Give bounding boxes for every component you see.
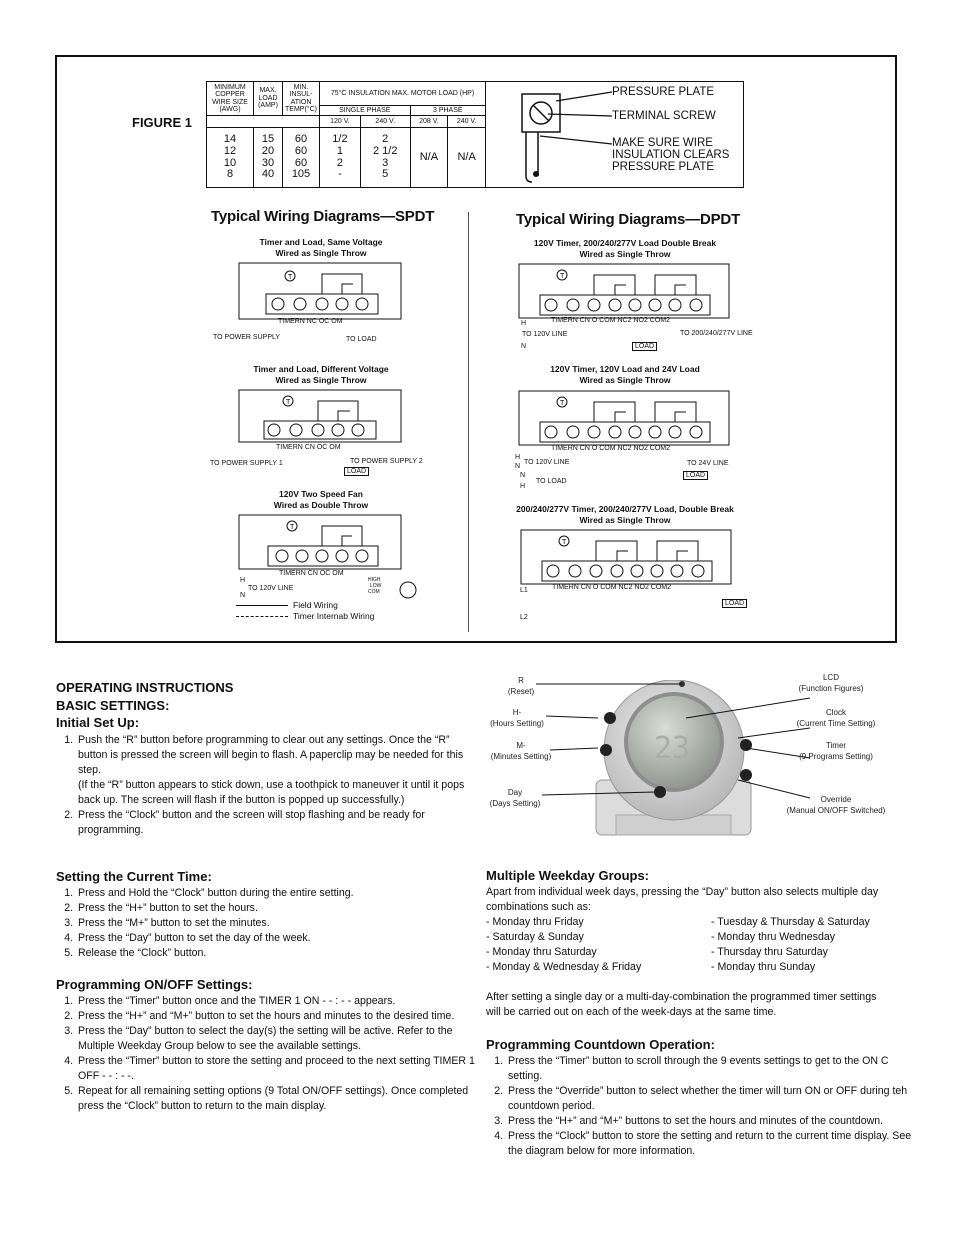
label-lcd: LCD (Function Figures) xyxy=(798,673,864,693)
dpdt-d3-diagram xyxy=(520,529,732,585)
label-day: Day (Days Setting) xyxy=(489,788,541,808)
dpdt-d2-toload: TO LOAD xyxy=(536,478,567,485)
spdt-d2-left: TO POWER SUPPLY 1 xyxy=(210,460,283,467)
label-reset: R (Reset) xyxy=(507,676,535,696)
label-terminal-screw: TERMINAL SCREW xyxy=(612,110,716,122)
onoff-title: Programming ON/OFF Settings: xyxy=(56,977,253,992)
dpdt-d2-terms: TIMERN CN O COM NC2 NO2 COM2 xyxy=(551,445,671,452)
weekday-title: Multiple Weekday Groups: xyxy=(486,868,650,883)
initial-step-1: 1. Push the “R” button before programming to clear out any settings. Once the “R” button is pressed the screen will begin to flash. A paperclip may be needed for this step. (If the “R” button appears to stick down, use a toothpick to maneuver it until it pops back up. The screen will flash if the button is popped up successfully.) xyxy=(76,733,476,808)
dpdt-d2-diagram xyxy=(518,390,730,446)
svg-text:T: T xyxy=(286,399,291,406)
legend-internal-line xyxy=(236,616,288,617)
dpdt-d3-load: LOAD xyxy=(722,599,747,608)
spdt-d3-h: H xyxy=(240,577,246,584)
dpdt-d1-terms: TIMERN CN O COM NC2 NO2 COM2 xyxy=(551,317,671,324)
label-minutes: M- (Minutes Setting) xyxy=(490,741,552,761)
weekday-combos-left: - Monday thru Friday - Saturday & Sunday - Monday thru Saturday - Monday & Wednesday & Friday xyxy=(486,916,642,973)
spdt-d2-diagram xyxy=(238,389,402,443)
svg-text:T: T xyxy=(560,400,565,407)
spdt-d3-terms: TIMERN CN OC OM xyxy=(279,570,344,577)
col-240-na: N/A xyxy=(448,128,486,188)
column-divider xyxy=(468,212,469,632)
svg-text:23: 23 xyxy=(654,731,691,766)
spdt-d1-title: Timer and Load, Same Voltage Wired as Single Throw xyxy=(259,237,383,259)
label-pressure-plate: PRESSURE PLATE xyxy=(612,86,715,98)
th-single-phase: SINGLE PHASE xyxy=(320,106,411,116)
spdt-d3-title: 120V Two Speed Fan Wired as Double Throw xyxy=(273,489,369,511)
weekday-combos-right: - Tuesday & Thursday & Saturday - Monday thru Wednesday - Thursday thru Saturday - Monday thru Sunday xyxy=(711,916,870,973)
th-insul: MIN. INSUL- ATION TEMP(°C) xyxy=(283,82,320,116)
countdown-steps: 1. Press the “Timer” button to scroll through the 9 events settings to get to the ON C setting. 2. Press the “Override” button to select whether the timer will turn ON or OFF during teh countdown period. 3. Press the “H+” and “M+” buttons to set the hours and minutes of the countdown. 4. Press the “Clock” button to store the setting and return to the current time display. See the diagram below for more information. xyxy=(486,1054,916,1159)
svg-text:T: T xyxy=(290,524,295,531)
th-wire: MINIMUM COPPER WIRE SIZE (AWG) xyxy=(207,82,254,116)
col-208-na: N/A xyxy=(410,128,448,188)
spdt-d1-left: TO POWER SUPPLY xyxy=(213,334,281,341)
spdt-d3-line: TO 120V LINE xyxy=(248,585,294,592)
onoff-steps: 1. Press the “Timer” button once and the TIMER 1 ON - - : - - appears. 2. Press the “H+” and “M+” button to set the hours and minutes to the desired time. 3. Press the “Day” button to select the day(s) the setting will be active. Refer to the Multiple Weekday Group below to see the available settings. 4. Press the “Timer” button to store the setting and proceed to the next setting TIMER 1 OFF - - : - -. 5. Repeat for all remaining setting options (9 Total ON/OFF settings). Once completed press the “Clock” button to return to the main display. xyxy=(56,994,476,1114)
svg-text:T: T xyxy=(288,274,293,281)
spdt-title: Typical Wiring Diagrams—SPDT xyxy=(211,208,435,225)
legend-field-line xyxy=(236,605,288,606)
col-load: 15 20 30 40 xyxy=(254,128,283,188)
dpdt-d3-l1: L1 xyxy=(520,587,528,594)
weekday-after: After setting a single day or a multi-day-combination the programmed timer settings will be carried out on each of the week-days at the same time. xyxy=(486,991,877,1018)
dpdt-d3-terms: TIMERN CN O COM NC2 NO2 COM2 xyxy=(552,584,672,591)
col-wire: 14 12 10 8 xyxy=(207,128,254,188)
figure-label: FIGURE 1 xyxy=(132,115,192,130)
label-clock: Clock (Current Time Setting) xyxy=(796,708,876,728)
initial-step-2: 2. Press the “Clock” button and the screen will stop flashing and be ready for programming. xyxy=(76,808,476,838)
spdt-d2-load: LOAD xyxy=(344,467,369,476)
spdt-d3-n: N xyxy=(240,592,246,599)
weekday-intro: Apart from individual week days, pressing the “Day” button also selects multiple day combinations such as: xyxy=(486,886,879,913)
dpdt-d2-right: TO 24V LINE xyxy=(687,460,729,467)
terminal-screw-illustration xyxy=(512,86,622,186)
label-hours: H- (Hours Setting) xyxy=(490,708,544,728)
spdt-d2-right: TO POWER SUPPLY 2 xyxy=(350,458,423,465)
spdt-d3-low: LOW xyxy=(370,583,382,589)
time-title: Setting the Current Time: xyxy=(56,869,212,884)
dpdt-d2-left: TO 120V LINE xyxy=(524,459,570,466)
dpdt-d2-h2: H xyxy=(520,483,526,490)
dpdt-d1-title: 120V Timer, 200/240/277V Load Double Break Wired as Single Throw xyxy=(533,238,717,260)
dpdt-d3-title: 200/240/277V Timer, 200/240/277V Load, Double Break Wired as Single Throw xyxy=(516,504,734,526)
countdown-title: Programming Countdown Operation: xyxy=(486,1037,715,1052)
dpdt-d1-h: H xyxy=(521,320,527,327)
spdt-d3-high: HIGH xyxy=(368,577,381,583)
col-temp: 60 60 60 105 xyxy=(283,128,320,188)
initial-steps xyxy=(56,733,476,838)
th-240v-b: 240 V. xyxy=(448,116,486,128)
th-load: MAX. LOAD (AMP) xyxy=(254,82,283,116)
time-steps: 1. Press and Hold the “Clock” button during the entire setting. 2. Press the “H+” button to set the hours. 3. Press the “M+” button to set the minutes. 4. Press the “Day” button to set the day of the week. 5. Release the “Clock” button. xyxy=(56,886,476,961)
th-three-phase: 3 PHASE xyxy=(410,106,485,116)
legend-internal: Timer Internab Wiring xyxy=(293,611,375,621)
spdt-d2-terms: TIMERN CN OC OM xyxy=(276,444,341,451)
instructions-heading: OPERATING INSTRUCTIONS BASIC SETTINGS: Initial Set Up: xyxy=(56,680,234,731)
dpdt-d1-left: TO 120V LINE xyxy=(522,331,568,338)
th-120v: 120 V. xyxy=(320,116,361,128)
dpdt-d2-h: H xyxy=(515,454,521,461)
dpdt-d2-n2: N xyxy=(520,472,526,479)
svg-text:T: T xyxy=(560,273,565,280)
col-hp120: 1/2 1 2 - xyxy=(320,128,361,188)
th-motor: 75°C INSULATION MAX. MOTOR LOAD (HP) xyxy=(320,82,486,106)
dpdt-d2-n: N xyxy=(515,463,521,470)
dpdt-d3-l2: L2 xyxy=(520,614,528,621)
wire-spec-table xyxy=(206,81,486,188)
legend-field: Field Wiring xyxy=(293,600,338,610)
dpdt-title: Typical Wiring Diagrams—DPDT xyxy=(516,211,741,228)
label-timer: Timer (9 Programs Setting) xyxy=(799,741,873,761)
dpdt-d2-title: 120V Timer, 120V Load and 24V Load Wired as Single Throw xyxy=(550,364,700,386)
label-override: Override (Manual ON/OFF Switched) xyxy=(786,795,886,815)
dpdt-d1-load: LOAD xyxy=(632,342,657,351)
spdt-d3-com: COM xyxy=(368,589,380,595)
label-make-sure: MAKE SURE WIRE INSULATION CLEARS PRESSURE PLATE xyxy=(612,137,730,174)
dpdt-d1-n: N xyxy=(521,343,527,350)
dpdt-d2-load: LOAD xyxy=(683,471,708,480)
spdt-d1-diagram xyxy=(238,262,402,320)
spdt-d1-right: TO LOAD xyxy=(346,336,377,343)
spdt-d1-terms: TIMERN NC OC OM xyxy=(278,318,343,325)
dpdt-d1-diagram xyxy=(518,263,730,319)
col-hp240: 2 2 1/2 3 5 xyxy=(360,128,410,188)
svg-text:T: T xyxy=(562,539,567,546)
dpdt-d1-right: TO 200/240/277V LINE xyxy=(680,330,753,337)
spdt-d2-title: Timer and Load, Different Voltage Wired as Single Throw xyxy=(253,364,389,386)
th-240v-a: 240 V. xyxy=(360,116,410,128)
th-208v: 208 V. xyxy=(410,116,448,128)
